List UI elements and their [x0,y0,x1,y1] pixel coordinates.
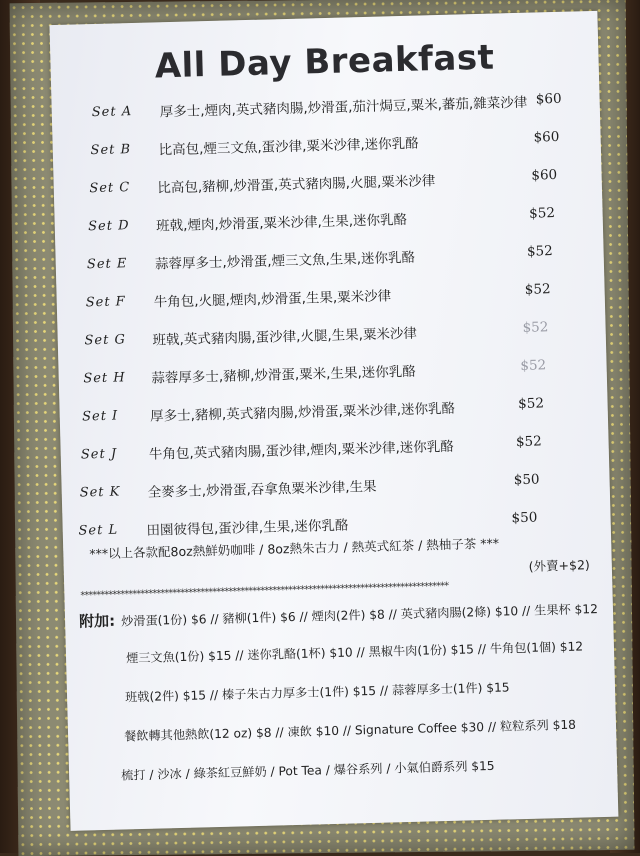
addon-line-2: 煙三文魚(1份) $15 // 迷你乳酪(1杯) $10 // 黑椒牛肉(1份) $15 // 牛角包(1個) $12 [125,639,584,666]
set-items: 厚多士,豬柳,英式豬肉腸,炒滑蛋,粟米沙律,迷你乳酪 [149,400,456,425]
set-code: Set F [85,293,126,310]
set-price: $50 [513,471,540,489]
menu-card [49,11,618,831]
set-price: $52 [528,205,556,222]
set-row [91,87,562,125]
drink-note: ***以上各款配8oz熱鮮奶咖啡 / 8oz熱朱古力 / 熱英式紅茶 / 熱柚子茶 *** [89,535,500,562]
set-price: $60 [535,90,562,108]
set-price: $52 [517,395,545,413]
set-items: 牛角包,火腿,煙肉,炒滑蛋,生果,粟米沙律 [153,288,392,311]
set-price: $52 [522,319,549,336]
set-price: $52 [515,433,542,451]
set-price: $60 [531,166,558,184]
set-row [81,429,543,467]
set-code: Set H [83,369,126,386]
set-code: Set L [78,522,119,539]
set-code: Set D [87,217,130,234]
set-price: $52 [520,357,547,374]
set-items: 蒜蓉厚多士,炒滑蛋,煙三文魚,生果,迷你乳酪 [154,249,416,273]
set-items: 比高包,煙三文魚,蛋沙律,粟米沙律,迷你乳酪 [158,135,419,159]
set-price: $50 [511,509,538,527]
addon-text-1: 炒滑蛋(1份) $6 // 豬柳(1件) $6 // 煙肉(2件) $8 // 英式豬肉腸(2條) $10 // 生果杯 $12 [120,602,599,629]
addon-line-4: 餐飲轉其他熱飲(12 oz) $8 // 凍飲 $10 // Signature Coffee $30 // 粒粒系列 $18 [123,717,577,744]
set-code: Set J [80,446,118,463]
addon-line-1 [79,597,598,632]
set-code: Set G [84,331,127,348]
set-items: 比高包,豬柳,炒滑蛋,英式豬肉腸,火腿,粟米沙律 [157,173,436,197]
menu-holder [10,0,635,856]
set-row [87,239,554,277]
set-row [85,277,551,315]
set-row [79,468,540,506]
set-code: Set C [89,179,131,196]
set-items: 全麥多士,炒滑蛋,吞拿魚粟米沙律,生果 [147,478,377,501]
set-code: Set E [86,255,128,272]
set-code: Set I [81,408,119,424]
addon-line-5: 梳打 / 沙冰 / 綠茶紅豆鮮奶 / Pot Tea / 爆谷系列 / 小氣伯爵系列 $15 [120,758,495,783]
set-items: 牛角包,英式豬肉腸,蛋沙律,煙肉,粟米沙律,迷你乳酪 [148,438,455,463]
set-row [89,163,558,201]
set-items: 班戟,英式豬肉腸,蛋沙律,火腿,生果,粟米沙律 [152,325,418,349]
set-items: 班戟,煙肉,炒滑蛋,粟米沙律,生果,迷你乳酪 [155,211,408,235]
addon-label: 附加: [78,611,116,631]
divider-line: ******************************************************************************************** [80,580,449,602]
set-items: 田園彼得包,蛋沙律,生果,迷你乳酪 [146,517,349,539]
set-code: Set A [91,103,133,120]
set-code: Set K [79,483,121,501]
set-row [83,353,547,391]
set-row [90,125,560,163]
set-code: Set B [90,141,132,158]
set-price: $60 [533,128,560,146]
set-items: 蒜蓉厚多士,豬柳,炒滑蛋,粟米,生果,迷你乳酪 [151,363,416,387]
set-items: 厚多士,煙肉,英式豬肉腸,炒滑蛋,茄汁焗豆,粟米,蕃茄,雜菜沙律 [159,94,528,121]
set-price: $52 [526,243,553,260]
menu-title: All Day Breakfast [154,37,495,87]
takeaway-note: (外賣+$2) [528,557,590,574]
set-row [82,391,545,429]
addon-line-3: 班戟(2件) $15 // 榛子朱古力厚多士(1件) $15 // 蒜蓉厚多士(1件) $15 [124,680,510,705]
set-row [84,315,549,353]
set-price: $52 [524,281,551,298]
set-row [88,201,556,239]
